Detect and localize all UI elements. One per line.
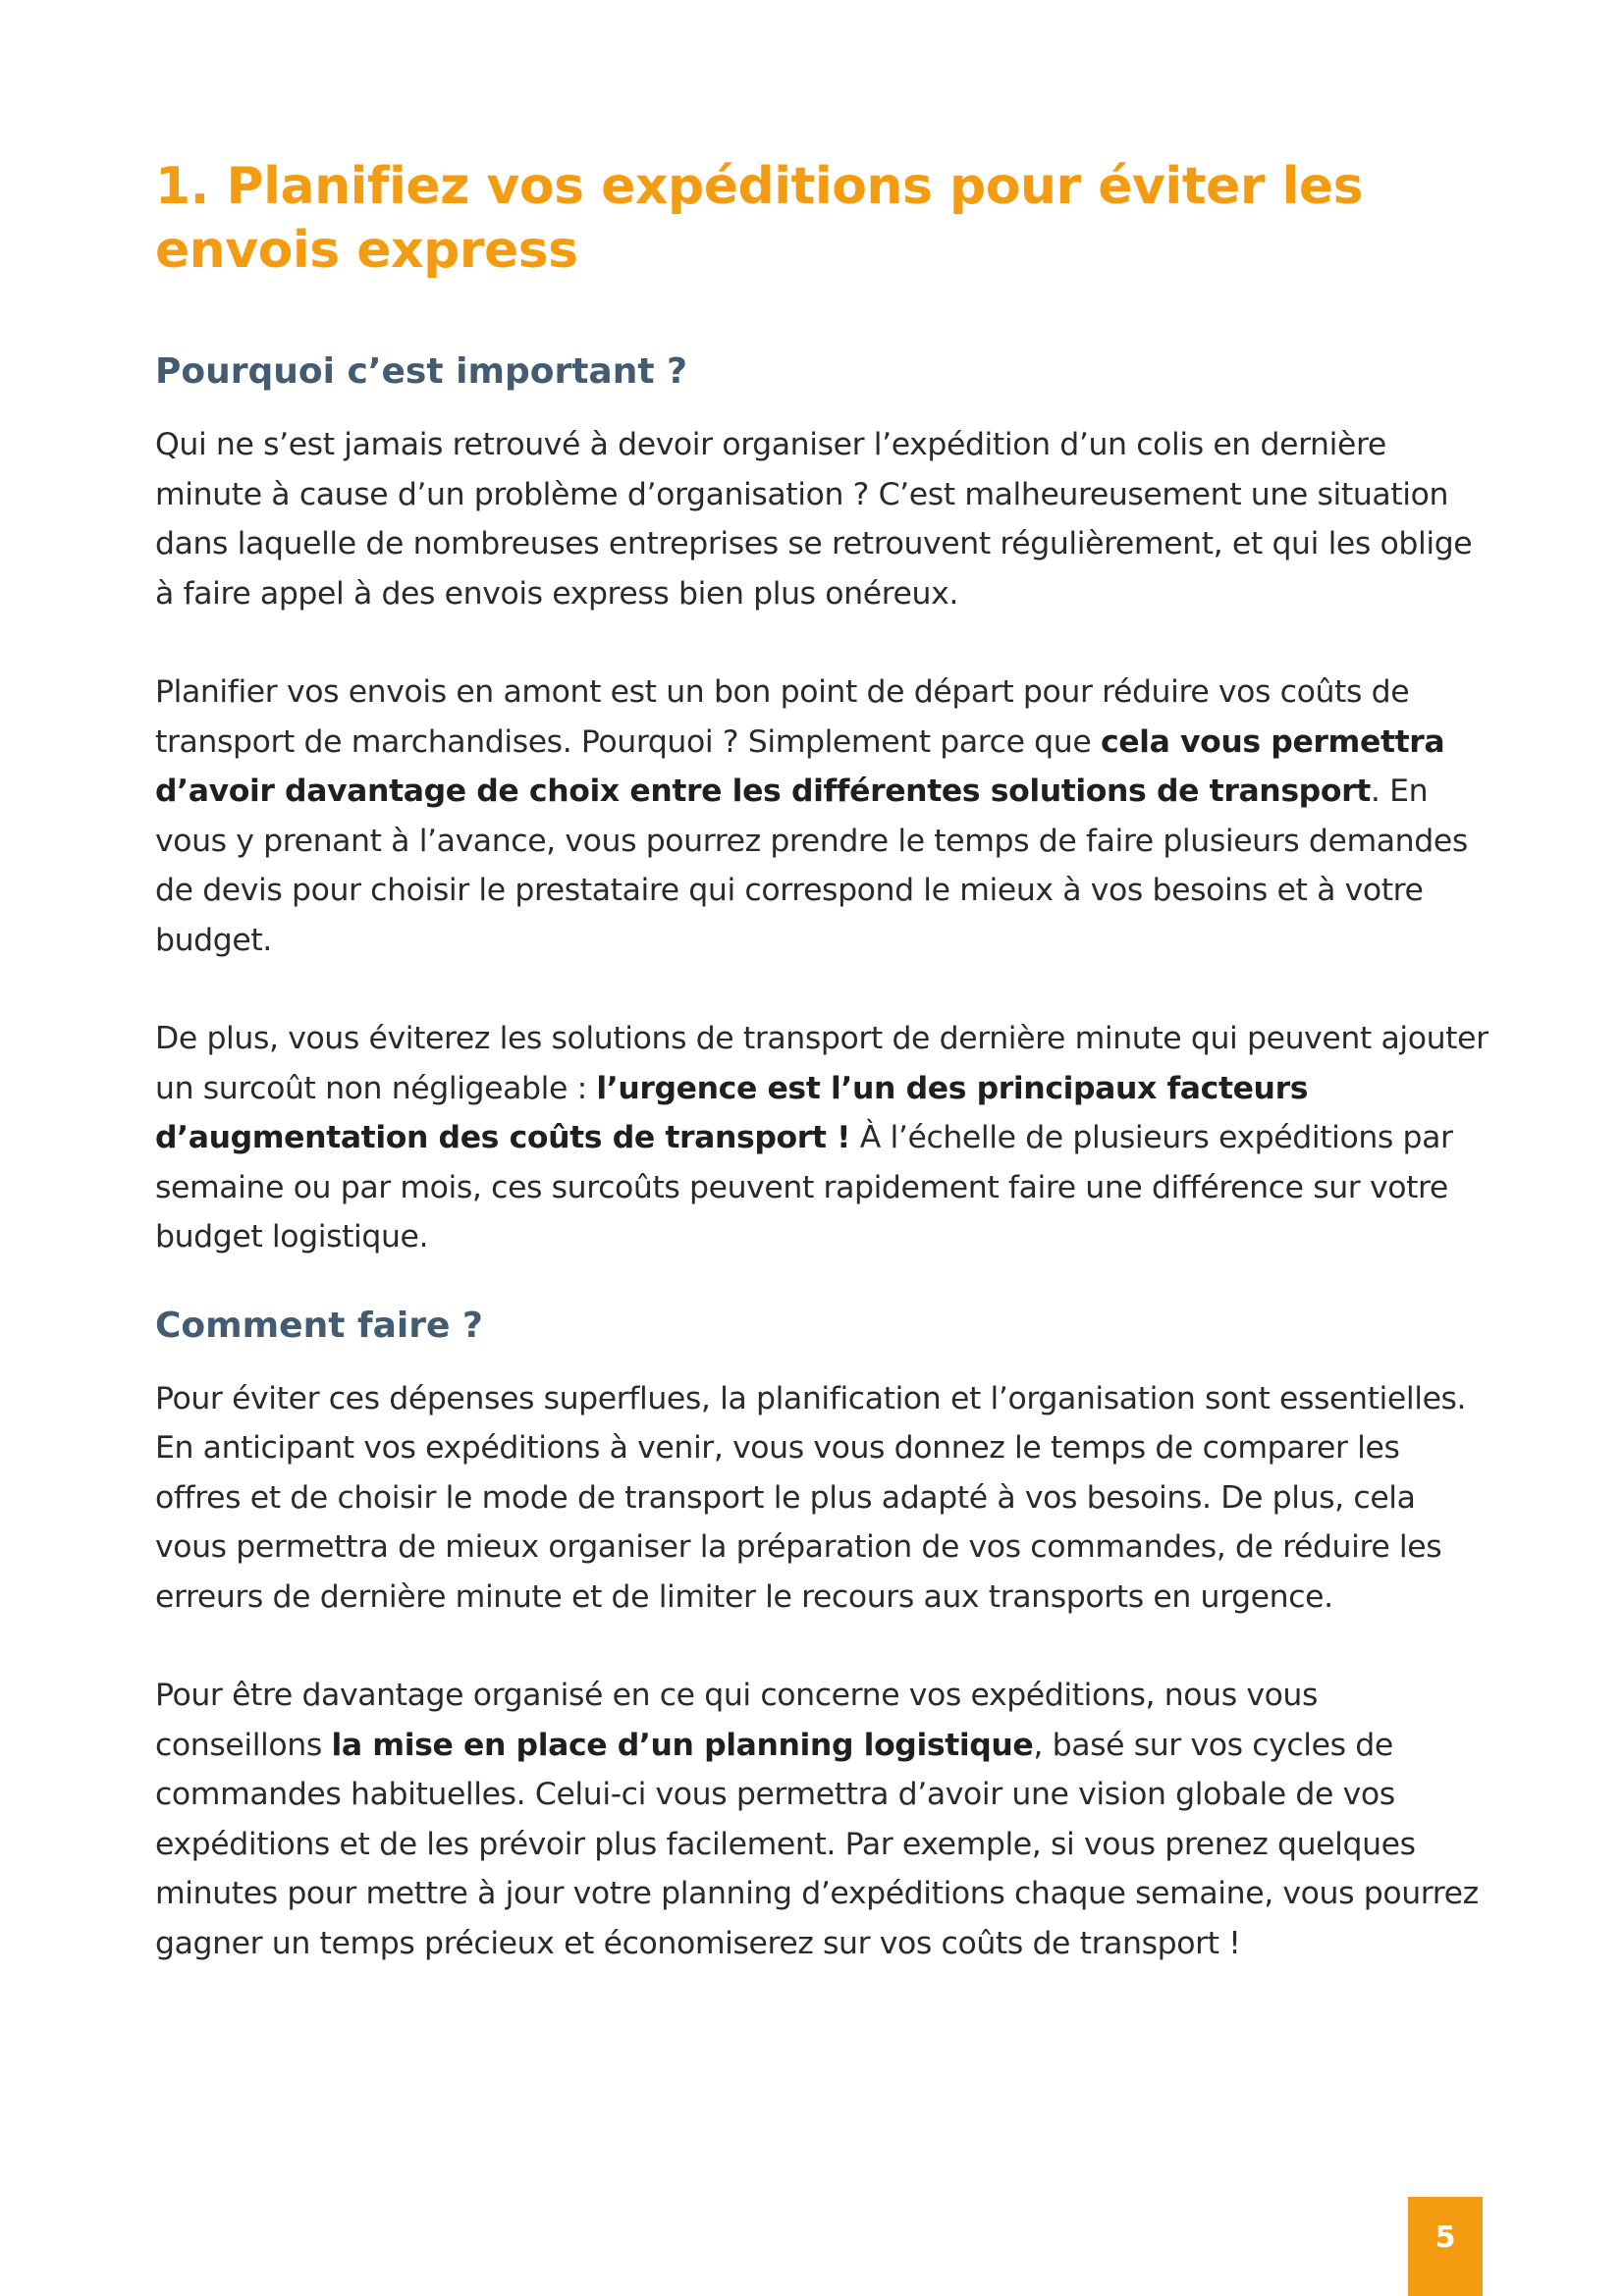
paragraph-why-3 [155,1014,1490,1262]
section-heading-why: Pourquoi c’est important ? [155,351,687,392]
bold-emphasis: cela vous permettra d’avoir davantage de choix entre les différentes solutions de transport [155,723,1445,809]
text-span: De plus, vous éviterez les solutions de transport de dernière minute qui peuvent ajouter un surcoût non négligeable : [155,1021,1489,1106]
text-span: Planifier vos envois en amont est un bon point de départ pour réduire vos coûts de transport de marchandises. Pourquoi ? Simplement parce que [155,674,1410,760]
bold-emphasis: la mise en place d’un planning logistique [331,1727,1034,1763]
text-span: Pour être davantage organisé en ce qui concerne vos expéditions, nous vous conseillons [155,1678,1319,1763]
text-span: . En vous y prenant à l’avance, vous pourrez prendre le temps de faire plusieurs demandes de devis pour choisir le prestataire qui correspond le mieux à vos besoins et à votre budget. [155,774,1468,958]
paragraph-why-2 [155,667,1490,965]
paragraph-how-2 [155,1671,1490,1968]
page-title: 1. Planifiez vos expéditions pour éviter les envois express [155,157,1364,280]
section-heading-how: Comment faire ? [155,1305,483,1346]
text-span: À l’échelle de plusieurs expéditions par semaine ou par mois, ces surcoûts peuvent rapidement faire une différence sur votre budget logistique. [155,1120,1453,1255]
paragraph-how-1: Pour éviter ces dépenses superflues, la planification et l’organisation sont essentielles. En anticipant vos expéditions à venir, vous vous donnez le temps de comparer les offres et de choisir le mode de transport le plus adapté à vos besoins. De plus, cela vous permettra de mieux organiser la préparation de vos commandes, de réduire les erreurs de dernière minute et de limiter le recours aux transports en urgence. [155,1380,1467,1615]
page-content [155,155,1490,1968]
text-span: , basé sur vos cycles de commandes habituelles. Celui-ci vous permettra d’avoir une vision globale de vos expéditions et de les prévoir plus facilement. Par exemple, si vous prenez quelques minutes pour mettre à jour votre planning d’expéditions chaque semaine, vous pourrez gagner un temps précieux et économiserez sur vos coûts de transport ! [155,1727,1479,1961]
page-number-badge: 5 [1408,2197,1483,2296]
paragraph-why-1: Qui ne s’est jamais retrouvé à devoir organiser l’expédition d’un colis en dernière minute à cause d’un problème d’organisation ? C’est malheureusement une situation dans laquelle de nombreuses entreprises se retrouvent régulièrement, et qui les oblige à faire appel à des envois express bien plus onéreux. [155,427,1473,612]
bold-emphasis: l’urgence est l’un des principaux facteurs d’augmentation des coûts de transport ! [155,1070,1309,1155]
